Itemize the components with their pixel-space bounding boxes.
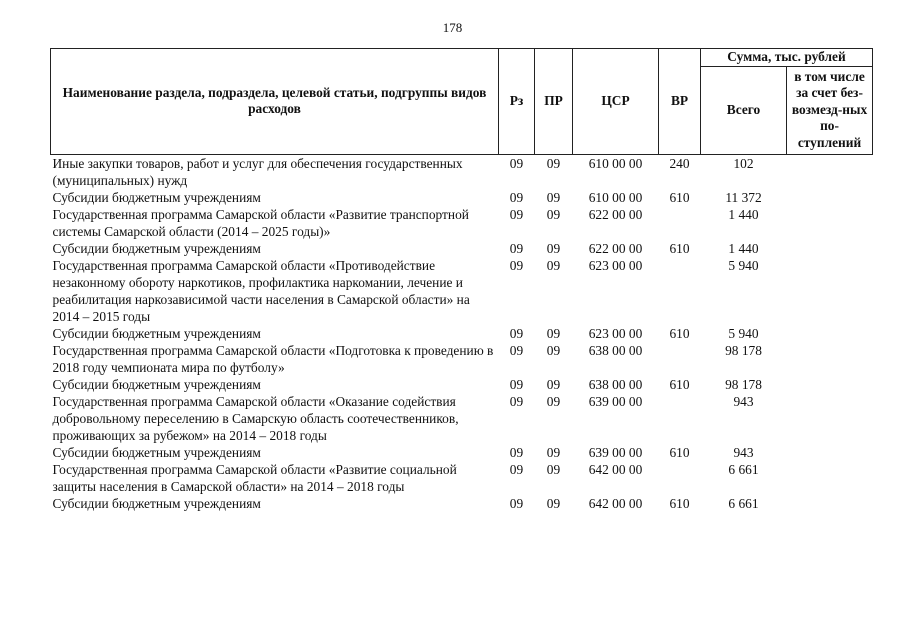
page-number: 178	[442, 20, 463, 35]
cell-rz: 09	[509, 342, 524, 358]
cell-name: Государственная программа Самарской области «Противодействие незаконному обороту наркотиков, профилактика наркомании, лечение и реабилитация наркозависимой части населения в Самарской области» на 2014 – 2015 годы	[52, 257, 470, 324]
cell-pr: 09	[546, 155, 561, 171]
cell-name: Субсидии бюджетным учреждениям	[52, 376, 261, 392]
header-csr: ЦСР	[573, 49, 659, 155]
table-row	[51, 376, 873, 393]
cell-incl	[787, 376, 873, 393]
cell-incl	[787, 189, 873, 206]
cell-vr: 610	[669, 444, 690, 460]
cell-total: 943	[733, 444, 754, 460]
cell-total: 98 178	[725, 376, 762, 392]
cell-total: 5 940	[728, 325, 759, 341]
cell-vr: 240	[669, 155, 690, 171]
cell-csr: 610 00 00	[588, 155, 643, 171]
cell-pr: 09	[546, 495, 561, 511]
cell-pr: 09	[546, 325, 561, 341]
cell-name: Субсидии бюджетным учреждениям	[52, 240, 261, 256]
cell-rz: 09	[509, 325, 524, 341]
cell-incl	[787, 257, 873, 325]
table-row	[51, 342, 873, 376]
cell-total: 6 661	[728, 495, 759, 511]
cell-name: Государственная программа Самарской области «Развитие социальной защиты населения в Самарской области» на 2014 – 2018 годы	[52, 461, 457, 494]
table-row	[51, 257, 873, 325]
header-vr: ВР	[659, 49, 701, 155]
cell-csr: 638 00 00	[588, 342, 643, 358]
cell-total: 943	[733, 393, 754, 409]
cell-csr: 642 00 00	[588, 495, 643, 511]
budget-table	[50, 48, 873, 512]
cell-pr: 09	[546, 461, 561, 477]
cell-csr: 623 00 00	[588, 325, 643, 341]
table-row	[51, 206, 873, 240]
cell-csr: 623 00 00	[588, 257, 643, 273]
cell-vr	[659, 342, 701, 376]
cell-total: 102	[733, 155, 754, 171]
cell-pr: 09	[546, 189, 561, 205]
header-name: Наименование раздела, подраздела, целевой статьи, подгруппы видов расходов	[51, 49, 499, 155]
header-rz: Рз	[499, 49, 535, 155]
cell-vr: 610	[669, 376, 690, 392]
cell-name: Государственная программа Самарской области «Оказание содействия добровольному переселению в Самарскую область соотечественников, проживающих за рубежом» на 2014 – 2018 годы	[52, 393, 459, 443]
cell-rz: 09	[509, 376, 524, 392]
cell-vr: 610	[669, 325, 690, 341]
cell-name: Государственная программа Самарской области «Подготовка к проведению в 2018 году чемпионата мира по футболу»	[52, 342, 494, 375]
table-row	[51, 461, 873, 495]
cell-name: Иные закупки товаров, работ и услуг для обеспечения государственных (муниципальных) нужд	[52, 155, 463, 188]
cell-name: Субсидии бюджетным учреждениям	[52, 495, 261, 511]
cell-name: Субсидии бюджетным учреждениям	[52, 444, 261, 460]
cell-incl	[787, 240, 873, 257]
cell-name: Субсидии бюджетным учреждениям	[52, 189, 261, 205]
cell-name: Субсидии бюджетным учреждениям	[52, 325, 261, 341]
cell-rz: 09	[509, 393, 524, 409]
table-header	[51, 49, 873, 155]
cell-incl	[787, 444, 873, 461]
cell-incl	[787, 206, 873, 240]
cell-pr: 09	[546, 393, 561, 409]
cell-vr	[659, 461, 701, 495]
cell-incl	[787, 154, 873, 189]
header-sum-group: Сумма, тыс. рублей	[701, 49, 873, 67]
table-row	[51, 154, 873, 189]
cell-total: 98 178	[725, 342, 762, 358]
cell-csr: 622 00 00	[588, 240, 643, 256]
cell-csr: 638 00 00	[588, 376, 643, 392]
cell-csr: 639 00 00	[588, 393, 643, 409]
cell-vr	[659, 257, 701, 325]
cell-incl	[787, 325, 873, 342]
cell-rz: 09	[509, 206, 524, 222]
cell-vr	[659, 206, 701, 240]
header-pr: ПР	[535, 49, 573, 155]
cell-pr: 09	[546, 376, 561, 392]
table-row	[51, 444, 873, 461]
table-row	[51, 495, 873, 512]
cell-csr: 622 00 00	[588, 206, 643, 222]
cell-total: 1 440	[728, 206, 759, 222]
cell-rz: 09	[509, 495, 524, 511]
cell-pr: 09	[546, 342, 561, 358]
cell-name: Государственная программа Самарской области «Развитие транспортной системы Самарской области (2014 – 2025 годы)»	[52, 206, 469, 239]
cell-rz: 09	[509, 461, 524, 477]
table-row	[51, 240, 873, 257]
cell-csr: 642 00 00	[588, 461, 643, 477]
cell-incl	[787, 393, 873, 444]
cell-csr: 610 00 00	[588, 189, 643, 205]
cell-vr: 610	[669, 240, 690, 256]
cell-incl	[787, 342, 873, 376]
cell-csr: 639 00 00	[588, 444, 643, 460]
cell-pr: 09	[546, 257, 561, 273]
cell-total: 11 372	[725, 189, 762, 205]
table-row	[51, 393, 873, 444]
cell-total: 1 440	[728, 240, 759, 256]
cell-total: 5 940	[728, 257, 759, 273]
cell-pr: 09	[546, 444, 561, 460]
cell-rz: 09	[509, 189, 524, 205]
cell-vr: 610	[669, 495, 690, 511]
cell-vr	[659, 393, 701, 444]
cell-pr: 09	[546, 240, 561, 256]
cell-incl	[787, 461, 873, 495]
table-row	[51, 189, 873, 206]
cell-rz: 09	[509, 257, 524, 273]
cell-vr: 610	[669, 189, 690, 205]
cell-rz: 09	[509, 444, 524, 460]
cell-pr: 09	[546, 206, 561, 222]
cell-incl	[787, 495, 873, 512]
cell-rz: 09	[509, 155, 524, 171]
table-row	[51, 325, 873, 342]
cell-total: 6 661	[728, 461, 759, 477]
header-incl: в том числе за счет без-возмезд-ных по-ступлений	[787, 66, 873, 154]
header-total: Всего	[701, 66, 787, 154]
cell-rz: 09	[509, 240, 524, 256]
table-body	[51, 154, 873, 512]
